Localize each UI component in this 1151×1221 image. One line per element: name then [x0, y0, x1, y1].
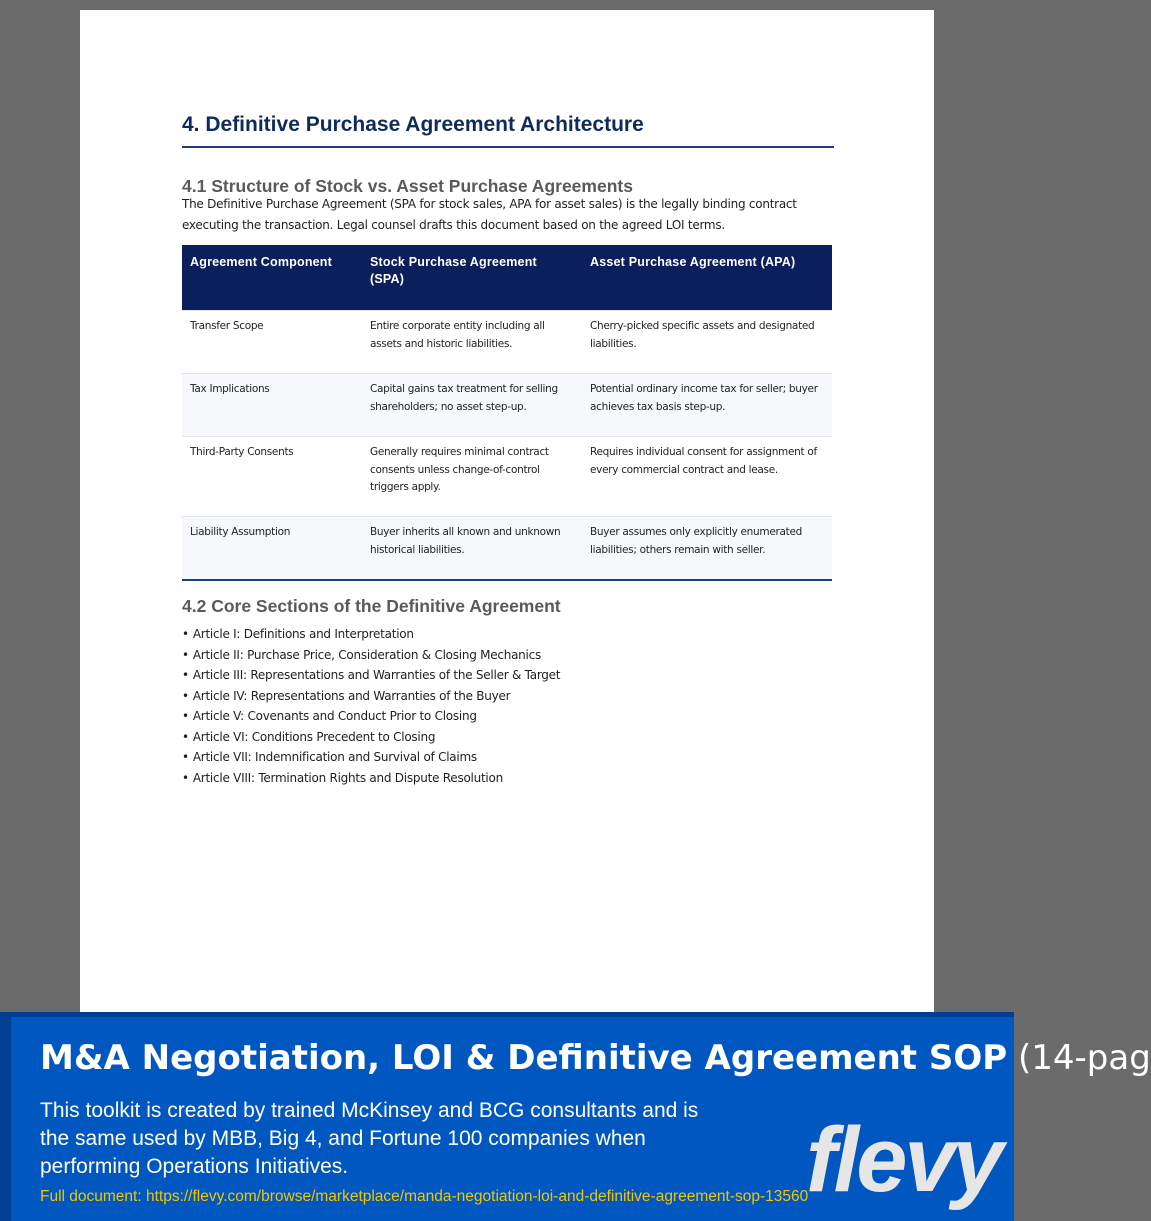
- list-item-text: Article I: Definitions and Interpretation: [192, 627, 414, 641]
- table-cell: Tax Implications: [190, 383, 270, 395]
- bullet-icon: •: [182, 627, 189, 641]
- footer-title-light: (14-pag: [1007, 1038, 1151, 1078]
- table-row: [182, 516, 832, 579]
- table-cell: Capital gains tax treatment for selling shareholders; no asset step-up.: [370, 383, 558, 413]
- table-cell: Buyer inherits all known and unknown historical liabilities.: [370, 526, 561, 556]
- table-cell: Generally requires minimal contract consents unless change-of-control triggers apply.: [370, 446, 549, 493]
- bullet-icon: •: [182, 709, 189, 723]
- table-row: [182, 310, 832, 373]
- footer-title: [40, 1038, 1151, 1078]
- table-header-cell: Stock Purchase Agreement (SPA): [370, 255, 537, 286]
- table-cell: Buyer assumes only explicitly enumerated liabilities; others remain with seller.: [590, 526, 802, 556]
- list-item: [182, 665, 834, 686]
- list-item: [182, 645, 834, 666]
- bullet-icon: •: [182, 688, 189, 703]
- table-cell: Cherry-picked specific assets and designated liabilities.: [590, 320, 815, 350]
- list-item: [182, 747, 834, 768]
- list-item-text: Article IV: Representations and Warranties of the Buyer: [192, 688, 511, 703]
- table-cell: Third-Party Consents: [190, 446, 294, 458]
- table-cell: Potential ordinary income tax for seller; buyer achieves tax basis step-up.: [590, 383, 818, 413]
- footer-left-edge: [0, 1012, 11, 1221]
- comparison-table: [182, 245, 832, 581]
- section-heading-4-1: 4.1 Structure of Stock vs. Asset Purchase Agreements: [182, 176, 633, 196]
- table-cell: Entire corporate entity including all assets and historic liabilities.: [370, 320, 545, 350]
- bullet-icon: •: [182, 668, 189, 682]
- list-item-text: Article II: Purchase Price, Consideration & Closing Mechanics: [192, 647, 541, 662]
- bullet-icon: •: [182, 770, 189, 785]
- footer-description: This toolkit is created by trained McKinsey and BCG consultants and is the same used by MBB, Big 4, and Fortune 100 companies when performing Operations Initiatives.: [40, 1099, 699, 1178]
- table-header-row: [182, 245, 832, 310]
- document-page: [80, 10, 934, 1013]
- list-item: [182, 706, 834, 727]
- list-item-text: Article VI: Conditions Precedent to Closing: [192, 729, 436, 744]
- table-row: [182, 373, 832, 436]
- intro-paragraph: The Definitive Purchase Agreement (SPA for stock sales, APA for asset sales) is the legally binding contract executing the transaction. Legal counsel drafts this document based on the agreed LOI terms.: [182, 197, 797, 232]
- bullet-icon: •: [182, 647, 189, 662]
- section-heading-4-2: 4.2 Core Sections of the Definitive Agreement: [182, 596, 561, 616]
- table-cell: Requires individual consent for assignment of every commercial contract and lease.: [590, 446, 817, 476]
- flevy-logo-text: flevy: [806, 1109, 1001, 1211]
- articles-list: [182, 624, 834, 788]
- list-item-text: Article VII: Indemnification and Survival of Claims: [192, 750, 477, 764]
- footer-title-bold: M&A Negotiation, LOI & Definitive Agreement SOP: [40, 1038, 1008, 1078]
- table-header-cell: Asset Purchase Agreement (APA): [590, 255, 796, 269]
- full-document-link[interactable]: Full document: https://flevy.com/browse/marketplace/manda-negotiation-loi-and-definitive-agreement-sop-13560: [40, 1188, 809, 1205]
- page-title: 4. Definitive Purchase Agreement Architecture: [182, 113, 834, 148]
- table-row: [182, 436, 832, 516]
- footer-top-edge: [0, 1012, 1014, 1017]
- table-cell: Liability Assumption: [190, 526, 291, 538]
- list-item-text: Article VIII: Termination Rights and Dispute Resolution: [192, 770, 503, 785]
- promo-footer: [0, 1012, 1151, 1221]
- list-item-text: Article III: Representations and Warranties of the Seller & Target: [192, 668, 561, 682]
- list-item: [182, 768, 834, 789]
- list-item: [182, 727, 834, 748]
- bullet-icon: •: [182, 729, 189, 744]
- table-cell: Transfer Scope: [190, 320, 264, 332]
- list-item: [182, 686, 834, 707]
- table-header-cell: Agreement Component: [190, 255, 333, 269]
- bullet-icon: •: [182, 750, 189, 764]
- list-item: [182, 624, 834, 645]
- flevy-logo: [806, 1109, 1001, 1211]
- list-item-text: Article V: Covenants and Conduct Prior to Closing: [192, 709, 477, 723]
